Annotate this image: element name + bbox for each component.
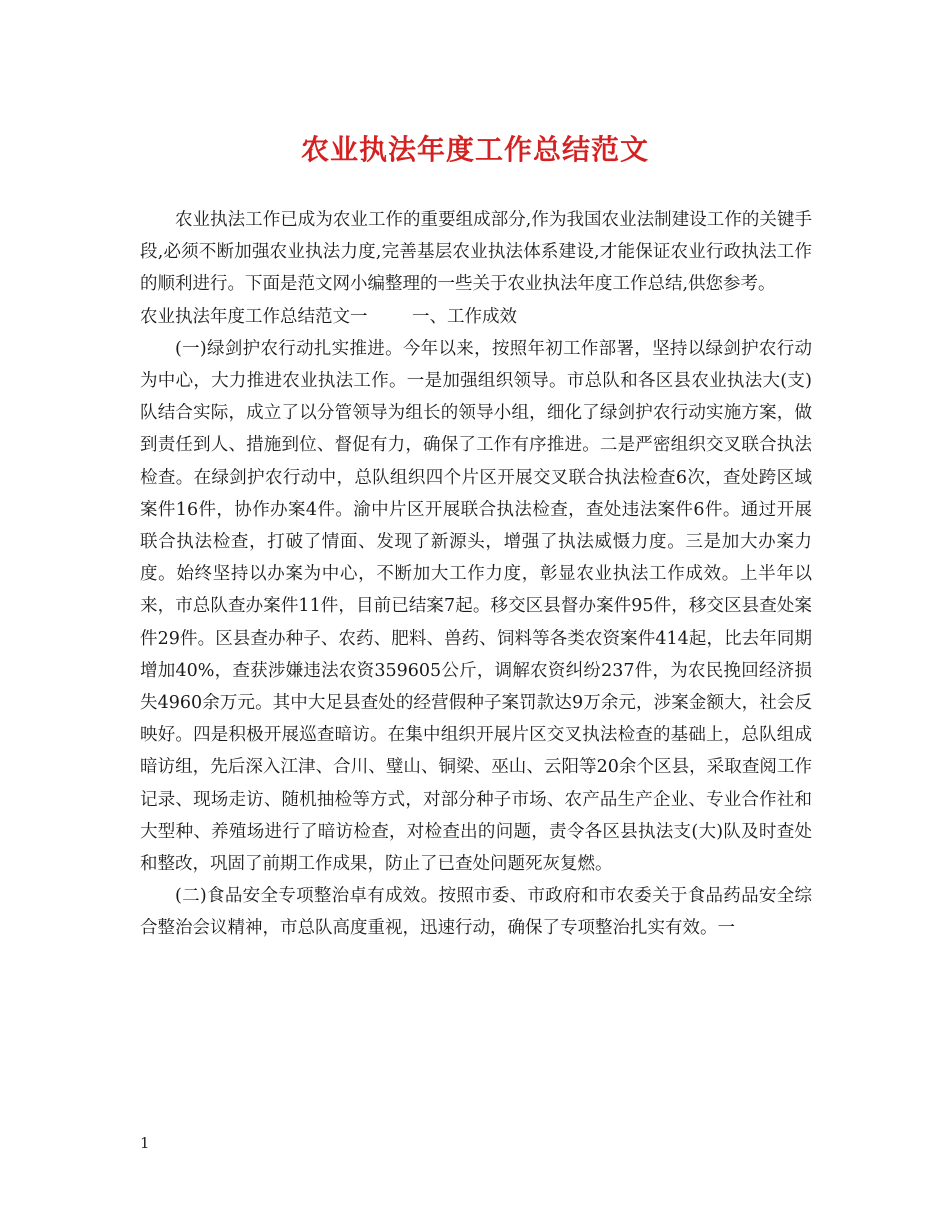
paragraph-1: (一)绿剑护农行动扎实推进。今年以来，按照年初工作部署，坚持以绿剑护农行动为中心，大力推进农业执法工作。一是加强组织领导。市总队和各区县农业执法大(支)队结合实际，成立了以分管领导为组长的领导小组，细化了绿剑护农行动实施方案，做到责任到人、措施到位、督促有力，确保了工作有序推进。二是严密组织交叉联合执法检查。在绿剑护农行动中，总队组织四个片区开展交叉联合执法检查6次，查处跨区域案件16件，协作办案4件。渝中片区开展联合执法检查，查处违法案件6件。通过开展联合执法检查，打破了情面、发现了新源头，增强了执法威慑力度。三是加大办案力度。始终坚持以办案为中心，不断加大工作力度，彰显农业执法工作成效。上半年以来，市总队查办案件11件，目前已结案7起。移交区县督办案件95件，移交区县查处案件29件。区县查办种子、农药、肥料、兽药、饲料等各类农资案件414起，比去年同期增加40%，查获涉嫌违法农资359605公斤，调解农资纠纷237件，为农民挽回经济损失4960余万元。其中大足县查处的经营假种子案罚款达9万余元，涉案金额大，社会反映好。四是积极开展巡查暗访。在集中组织开展片区交叉执法检查的基础上，总队组成暗访组，先后深入江津、合川、璧山、铜梁、巫山、云阳等20余个区县，采取查阅工作记录、现场走访、随机抽检等方式，对部分种子市场、农产品生产企业、专业合作社和大型种、养殖场进行了暗访检查，对检查出的问题，责令各区县执法支(大)队及时查处和整改，巩固了前期工作成果，防止了已查处问题死灰复燃。	[140, 338, 812, 875]
page-number: 1	[140, 1134, 150, 1152]
section-heading: 农业执法年度工作总结范文一	[140, 306, 368, 327]
intro-paragraph: 农业执法工作已成为农业工作的重要组成部分,作为我国农业法制建设工作的关键手段,必须不断加强农业执法力度,完善基层农业执法体系建设,才能保证农业行政执法工作的顺利进行。下面是范文网小编整理的一些关于农业执法年度工作总结,供您参考。	[140, 210, 812, 295]
section-heading-line	[140, 301, 812, 333]
document-title: 农业执法年度工作总结范文	[300, 133, 649, 166]
paragraph-2: (二)食品安全专项整治卓有成效。按照市委、市政府和市农委关于食品药品安全综合整治会议精神，市总队高度重视，迅速行动，确保了专项整治扎实有效。一	[140, 886, 812, 939]
document-body	[140, 204, 812, 945]
section-subheading: 一、工作成效	[412, 306, 518, 327]
